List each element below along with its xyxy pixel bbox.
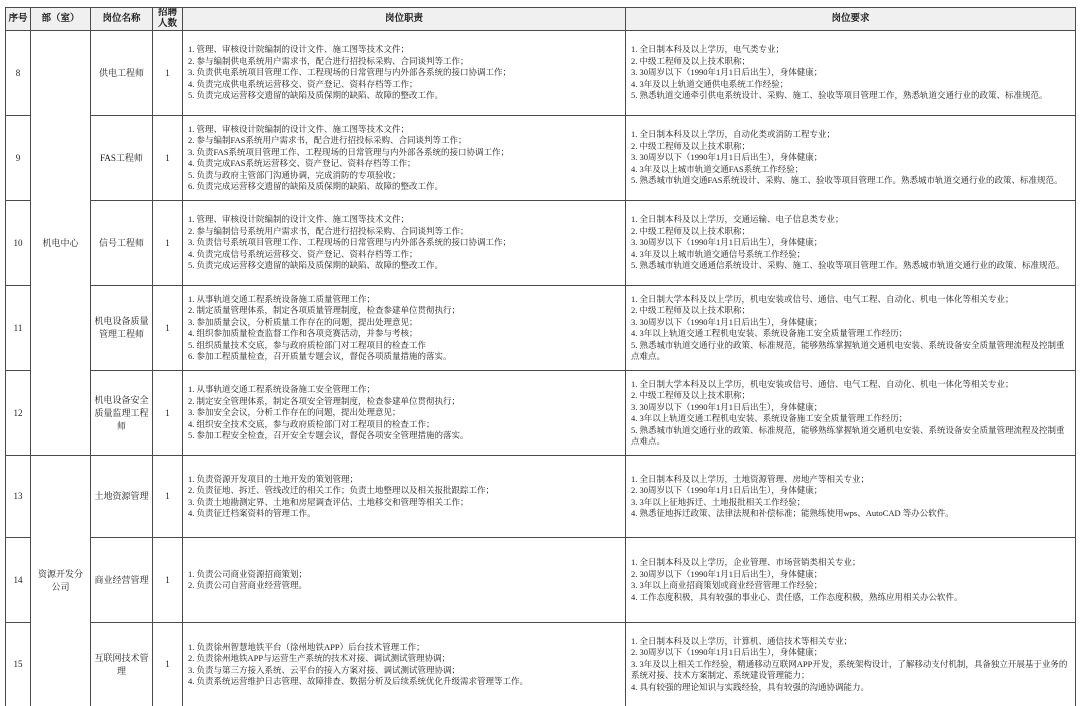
requirement-line: 4. 3年及以上城市轨道交通信号系统工作经验； (631, 248, 806, 259)
duty-line: 4. 组织参加质量检查监督工作和各项竞赛活动，并参与考核； (188, 328, 418, 338)
job-positions-table (5, 7, 1076, 706)
duties-cell (183, 116, 626, 201)
table-row (6, 201, 1076, 286)
requirements-cell (626, 31, 1076, 116)
requirement-line: 3. 30周岁以下（1990年1月1日后出生），身体健康； (631, 316, 823, 327)
headcount-cell: 1 (153, 371, 183, 456)
requirement-line: 3. 3年以上征地拆迁、土地报批相关工作经验； (631, 496, 806, 507)
table-row (6, 286, 1076, 371)
requirement-line: 2. 30周岁以下（1990年1月1日后出生），身体健康； (631, 485, 823, 495)
department-cell: 资源开发分公司 (31, 456, 91, 706)
requirement-line: 2. 中级工程师及以上技术职称； (631, 390, 751, 400)
duty-line: 4. 负责完成供电系统运营移交、资产登记、资料存档等工作； (188, 78, 418, 89)
table-row (6, 31, 1076, 116)
col-header-department: 部（室） (31, 8, 91, 31)
col-header-position-name: 岗位名称 (91, 8, 153, 31)
requirement-line: 1. 全日制大学本科及以上学历，机电安装或信号、通信、电气工程、自动化、机电一体化等相关专业； (631, 293, 1014, 304)
position-name-cell: 土地资源管理 (91, 456, 153, 538)
requirement-line: 4. 3年以上轨道交通工程机电安装、系统设备施工安全质量管理工作经历； (631, 328, 908, 338)
col-header-headcount: 招聘人数 (153, 8, 183, 31)
serial-no-cell: 8 (6, 31, 31, 116)
position-name-cell: 供电工程师 (91, 31, 153, 116)
duty-line: 2. 制定安全管理体系，制定各项安全管理制度，检查参建单位贯彻执行； (188, 395, 461, 406)
requirement-line: 1. 全日制本科及以上学历，土地资源管理、房地产等相关专业； (631, 473, 870, 484)
duty-line: 2. 制定质量管理体系，制定各项质量管理制度，检查参建单位贯彻执行； (188, 305, 461, 315)
duty-line: 2. 参与编制供电系统用户需求书，配合进行招投标采购、合同谈判等工作； (188, 55, 469, 66)
duty-line: 1. 从事轨道交通工程系统设备施工安全管理工作； (188, 384, 376, 395)
header-row (6, 8, 1076, 31)
requirement-line: 5. 熟悉城市轨道交通行业的政策、标准规范，能够熟练掌握轨道交通机电安装、系统设备安全质量管理流程及控制重点难点。 (631, 424, 1065, 446)
requirement-line: 1. 全日制本科及以上学历，电气类专业； (631, 44, 785, 55)
duty-line: 6. 负责完成运营移交遗留的缺陷及质保期的缺陷、故障的整改工作。 (188, 181, 444, 191)
col-header-requirements: 岗位要求 (626, 8, 1076, 31)
duty-line: 2. 参与编制信号系统用户需求书，配合进行招投标采购、合同谈判等工作； (188, 225, 469, 236)
duties-cell (183, 456, 626, 538)
requirement-line: 1. 全日制本科及以上学历，企业管理、市场营销类相关专业； (631, 557, 861, 567)
requirement-line: 1. 全日制本科及以上学历，交通运输、电子信息类专业； (631, 214, 844, 225)
duties-cell (183, 538, 626, 623)
position-name-cell: 信号工程师 (91, 201, 153, 286)
duty-line: 5. 组织质量技术交底，参与政府质检部门对工程项目的检查工作 (188, 339, 427, 350)
requirement-line: 5. 熟悉城市轨道交通FAS系统设计、采购、施工、验收等项目管理工作。熟悉城市轨道交通行业的政策、标准规范。 (631, 175, 1063, 186)
duties-cell (183, 201, 626, 286)
serial-no-cell: 11 (6, 286, 31, 371)
duty-line: 1. 负责徐州智慧地铁平台（徐州地铁APP）后台技术管理工作； (188, 641, 425, 652)
duty-line: 3. 负责供电系统项目管理工作、工程现场的日常管理与内外部各系统的接口协调工作； (188, 67, 512, 78)
position-name-cell: 机电设备安全质量监理工程师 (91, 371, 153, 456)
serial-no-cell: 13 (6, 456, 31, 538)
duty-line: 2. 负责征地、拆迁、管线改迁的相关工作；负责土地整理以及相关报批跟踪工作； (188, 485, 495, 495)
duty-line: 3. 参加质量会议，分析质量工作存在的问题，提出处理意见； (188, 316, 418, 327)
requirement-line: 2. 中级工程师及以上技术职称； (631, 225, 751, 236)
requirements-cell (626, 623, 1076, 706)
duty-line: 5. 负责与政府主管部门沟通协调，完成消防的专项验收； (188, 169, 401, 180)
requirement-line: 4. 具有较强的理论知识与实践经验，具有较强的沟通协调能力。 (631, 681, 870, 692)
position-name-cell: 商业经营管理 (91, 538, 153, 623)
requirement-line: 4. 工作态度积极，具有较强的事业心、责任感，工作态度积极，熟练应用相关办公软件。 (631, 591, 963, 602)
requirement-line: 4. 熟悉征地拆迁政策、法律法规和补偿标准；能熟练使用wps、AutoCAD 等办公软件。 (631, 508, 954, 518)
position-name-cell: FAS工程师 (91, 116, 153, 201)
position-name-cell: 机电设备质量管理工程师 (91, 286, 153, 371)
duty-line: 2. 负责公司自营商业经营管理。 (188, 580, 308, 590)
requirements-cell (626, 371, 1076, 456)
duties-cell (183, 371, 626, 456)
duty-line: 3. 负责FAS系统项目管理工作、工程现场的日常管理与内外部各系统的接口协调工作； (188, 146, 509, 157)
requirements-cell (626, 116, 1076, 201)
requirements-cell (626, 538, 1076, 623)
department-cell: 机电中心 (31, 31, 91, 456)
duty-line: 4. 负责完成信号系统运营移交、资产登记、资料存档等工作； (188, 248, 418, 259)
duty-line: 3. 负责土地勘测定界、土地和房屋调查评估、土地移交和管理等相关工作； (188, 496, 469, 507)
requirement-line: 4. 3年以上轨道交通工程机电安装、系统设备施工安全质量管理工作经历； (631, 413, 908, 423)
headcount-cell: 1 (153, 538, 183, 623)
headcount-cell: 1 (153, 456, 183, 538)
table-body (6, 31, 1076, 706)
requirement-line: 5. 熟悉城市轨道交通行业的政策、标准规范，能够熟练掌握轨道交通机电安装、系统设备安全质量管理流程及控制重点难点。 (631, 339, 1065, 361)
duties-cell (183, 286, 626, 371)
duty-line: 4. 负责完成FAS系统运营移交、资产登记、资料存档等工作； (188, 158, 416, 168)
requirement-line: 1. 全日制本科及以上学历，计算机、通信技术等相关专业； (631, 635, 853, 646)
requirement-line: 2. 中级工程师及以上技术职称； (631, 55, 751, 66)
col-header-serial-no: 序号 (6, 8, 31, 31)
headcount-cell: 1 (153, 623, 183, 706)
duty-line: 3. 负责与第三方接入系统、云平台的接入方案对接、调试测试管理协调； (188, 664, 461, 675)
requirement-line: 5. 熟悉轨道交通牵引供电系统设计、采购、施工、验收等项目管理工作，熟悉轨道交通行业的政策、标准规范。 (631, 90, 1048, 101)
requirements-cell (626, 456, 1076, 538)
requirement-line: 1. 全日制本科及以上学历，自动化类或消防工程专业； (631, 129, 836, 140)
duty-line: 4. 负责系统运营维护日志管理、故障排查、数据分析及后续系统优化升级需求管理等工作。 (188, 676, 529, 686)
requirement-line: 2. 中级工程师及以上技术职称； (631, 140, 751, 151)
serial-no-cell: 12 (6, 371, 31, 456)
headcount-cell: 1 (153, 31, 183, 116)
requirement-line: 2. 中级工程师及以上技术职称； (631, 305, 751, 315)
duty-line: 1. 管理、审核设计院编制的设计文件、施工图等技术文件； (188, 214, 410, 225)
duties-cell (183, 623, 626, 706)
serial-no-cell: 9 (6, 116, 31, 201)
serial-no-cell: 15 (6, 623, 31, 706)
duty-line: 1. 负责公司商业资源招商策划； (188, 568, 308, 579)
serial-no-cell: 10 (6, 201, 31, 286)
table-row (6, 623, 1076, 706)
col-header-duties: 岗位职责 (183, 8, 626, 31)
duty-line: 2. 负责徐州地铁APP与运营生产系统的技术对接、调试测试管理协调； (188, 653, 451, 663)
requirement-line: 2. 30周岁以下（1990年1月1日后出生），身体健康； (631, 647, 823, 658)
serial-no-cell: 14 (6, 538, 31, 623)
requirement-line: 2. 30周岁以下（1990年1月1日后出生），身体健康； (631, 568, 823, 579)
requirement-line: 3. 30周岁以下（1990年1月1日后出生），身体健康； (631, 401, 823, 412)
requirements-cell (626, 286, 1076, 371)
requirement-line: 5. 熟悉城市轨道交通通信系统设计、采购、施工、验收等项目管理工作。熟悉城市轨道交通行业的政策、标准规范。 (631, 260, 1065, 271)
duty-line: 1. 从事轨道交通工程系统设备施工质量管理工作； (188, 293, 376, 304)
position-name-cell: 互联网技术管理 (91, 623, 153, 706)
duties-cell (183, 31, 626, 116)
table-row (6, 371, 1076, 456)
duty-line: 3. 参加安全会议，分析工作存在的问题，提出处理意见； (188, 407, 401, 418)
duty-line: 3. 负责信号系统项目管理工作、工程现场的日常管理与内外部各系统的接口协调工作； (188, 237, 512, 248)
requirement-line: 3. 30周岁以下（1990年1月1日后出生），身体健康； (631, 67, 823, 78)
duty-line: 1. 负责资源开发项目的土地开发的策划管理； (188, 473, 359, 484)
table-row (6, 456, 1076, 538)
requirement-line: 3. 30周岁以下（1990年1月1日后出生），身体健康； (631, 152, 823, 163)
headcount-cell: 1 (153, 116, 183, 201)
duty-line: 4. 负责征迁档案资料的管理工作。 (188, 508, 316, 518)
duty-line: 5. 参加工程安全检查，召开安全专题会议，督促各项安全管理措施的落实。 (188, 430, 469, 441)
duty-line: 6. 参加工程质量检查，召开质量专题会议，督促各项质量措施的落实。 (188, 351, 452, 361)
requirements-cell (626, 201, 1076, 286)
requirement-line: 3. 3年以上商业招商策划或商业经营管理工作经验； (631, 580, 823, 590)
requirement-line: 3. 3年及以上相关工作经验，精通移动互联网APP开发，系统架构设计，了解移动支付机制，具备独立开展基于业务的系统对接、技术方案制定、系统建设管理能力； (631, 658, 1068, 681)
duty-line: 4. 组织安全技术交底，参与政府质检部门对工程项目的检查工作； (188, 418, 435, 429)
table-row (6, 116, 1076, 201)
requirement-line: 4. 3年及以上轨道交通供电系统工作经验； (631, 78, 789, 89)
duty-line: 1. 管理、审核设计院编制的设计文件、施工图等技术文件； (188, 123, 410, 134)
duty-line: 2. 参与编制FAS系统用户需求书，配合进行招投标采购、合同谈判等工作； (188, 135, 467, 145)
requirement-line: 4. 3年及以上城市轨道交通FAS系统工作经验； (631, 163, 804, 174)
headcount-cell: 1 (153, 201, 183, 286)
duty-line: 1. 管理、审核设计院编制的设计文件、施工图等技术文件； (188, 44, 410, 55)
requirement-line: 3. 30周岁以下（1990年1月1日后出生），身体健康； (631, 237, 823, 248)
duty-line: 5. 负责完成运营移交遗留的缺陷及质保期的缺陷、故障的整改工作。 (188, 260, 444, 271)
table-row (6, 538, 1076, 623)
headcount-cell: 1 (153, 286, 183, 371)
requirement-line: 1. 全日制大学本科及以上学历，机电安装或信号、通信、电气工程、自动化、机电一体化等相关专业； (631, 378, 1014, 389)
duty-line: 5. 负责完成运营移交遗留的缺陷及质保期的缺陷、故障的整改工作。 (188, 90, 444, 101)
